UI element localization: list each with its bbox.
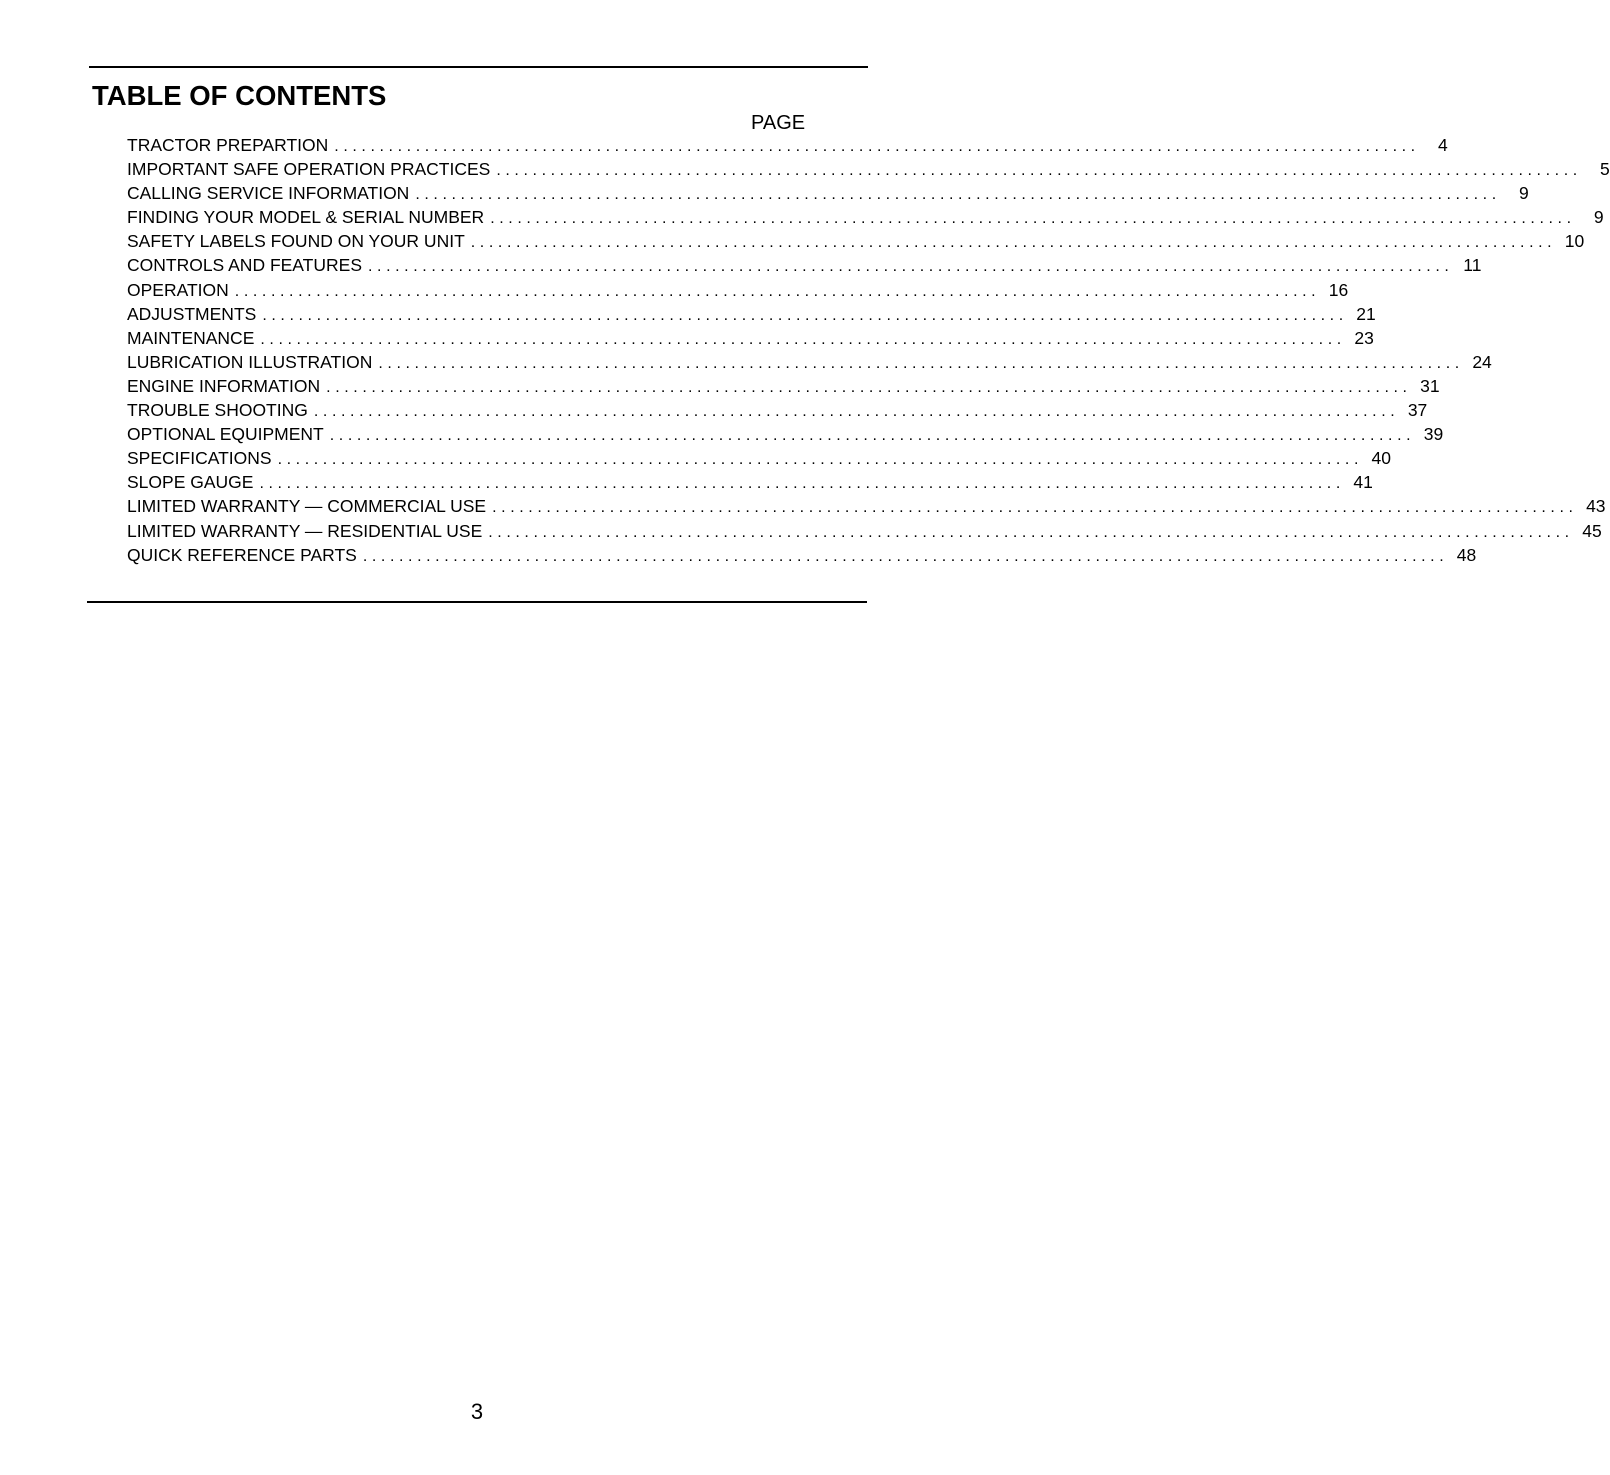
toc-entry-label: LUBRICATION ILLUSTRATION — [127, 351, 373, 372]
toc-entry[interactable] — [127, 205, 1604, 229]
dot-leader: ........................................................................................................................ — [488, 523, 1574, 541]
toc-entry-page: 48 — [1456, 544, 1477, 565]
dot-leader: ........................................................................................................................ — [234, 282, 1321, 300]
bottom-rule — [87, 601, 867, 603]
toc-entry-page: 11 — [1463, 255, 1482, 276]
toc-entry-label: SLOPE GAUGE — [127, 472, 254, 493]
toc-entry-page: 45 — [1582, 520, 1602, 541]
page-title: TABLE OF CONTENTS — [92, 80, 387, 111]
toc-entry-page: 5 — [1600, 159, 1610, 180]
dot-leader: ........................................................................................................................ — [326, 378, 1412, 396]
toc-entry-label: SAFETY LABELS FOUND ON YOUR UNIT — [127, 231, 465, 252]
toc-entry[interactable] — [127, 446, 1391, 470]
dot-leader: ........................................................................................................................ — [260, 330, 1346, 348]
page-number: 3 — [470, 1399, 484, 1424]
dot-leader: ........................................................................................................................ — [470, 234, 1557, 252]
dot-leader: ........................................................................................................................ — [259, 475, 1345, 493]
dot-leader: ........................................................................................................................ — [378, 354, 1464, 372]
toc-entry-label: QUICK REFERENCE PARTS — [127, 544, 357, 565]
toc-entry-page: 9 — [1519, 183, 1529, 204]
toc-entry-label: OPERATION — [127, 279, 229, 300]
toc-entry-page: 23 — [1354, 327, 1374, 348]
toc-entry[interactable] — [127, 398, 1428, 422]
toc-entry-label: ADJUSTMENTS — [127, 303, 257, 324]
toc-entry-page: 16 — [1328, 279, 1349, 300]
toc-entry-page: 24 — [1472, 351, 1492, 372]
toc-entry-page: 21 — [1356, 303, 1376, 324]
dot-leader: ........................................................................................................................ — [277, 451, 1363, 469]
toc-entry-label: LIMITED WARRANTY — COMMERCIAL USE — [127, 496, 487, 517]
toc-entry-page: 9 — [1593, 207, 1604, 228]
toc-entry-page: 4 — [1437, 135, 1448, 155]
dot-leader: ........................................................................................................................ — [490, 210, 1576, 228]
toc-entry-page: 39 — [1423, 424, 1444, 445]
toc-list — [127, 133, 1610, 567]
toc-entry-page: 40 — [1371, 448, 1391, 469]
toc-entry-page: 41 — [1353, 472, 1373, 493]
toc-entry-label: ENGINE INFORMATION — [127, 375, 321, 396]
toc-entry[interactable] — [127, 229, 1585, 253]
toc-entry[interactable] — [127, 253, 1482, 277]
toc-entry[interactable] — [127, 350, 1492, 374]
toc-entry[interactable] — [127, 181, 1529, 205]
toc-entry[interactable] — [127, 157, 1610, 181]
top-rule — [89, 66, 868, 68]
toc-entry-label: OPTIONAL EQUIPMENT — [127, 424, 324, 445]
toc-entry-label: FINDING YOUR MODEL & SERIAL NUMBER — [127, 207, 485, 228]
dot-leader: ........................................................................................................................ — [496, 162, 1582, 180]
dot-leader: ........................................................................................................................ — [362, 547, 1449, 565]
toc-entry-label: TROUBLE SHOOTING — [127, 400, 308, 421]
toc-entry-page: 37 — [1407, 400, 1428, 421]
toc-entry-label: MAINTENANCE — [127, 327, 255, 348]
toc-entry[interactable] — [127, 470, 1373, 494]
toc-entry[interactable] — [127, 326, 1374, 350]
dot-leader: ........................................................................................................................ — [329, 427, 1416, 445]
toc-entry[interactable] — [127, 494, 1606, 518]
toc-entry-label: IMPORTANT SAFE OPERATION PRACTICES — [127, 159, 491, 180]
toc-entry[interactable] — [127, 543, 1477, 567]
toc-entry[interactable] — [127, 133, 1448, 157]
toc-entry[interactable] — [127, 302, 1376, 326]
dot-leader: ........................................................................................................................ — [415, 186, 1501, 204]
dot-leader: ........................................................................................................................ — [368, 258, 1454, 276]
toc-entry-page: 31 — [1420, 375, 1440, 396]
dot-leader: ........................................................................................................................ — [492, 499, 1578, 517]
toc-entry-page: 43 — [1586, 496, 1606, 517]
dot-leader: ........................................................................................................................ — [313, 403, 1400, 421]
toc-entry-label: CONTROLS AND FEATURES — [127, 255, 362, 276]
toc-entry[interactable] — [127, 422, 1444, 446]
page-column-header: PAGE — [751, 112, 806, 134]
toc-entry-label: CALLING SERVICE INFORMATION — [127, 183, 410, 204]
dot-leader: ........................................................................................................................ — [334, 138, 1420, 155]
toc-entry-label: TRACTOR PREPARTION — [127, 135, 329, 155]
toc-entry-label: LIMITED WARRANTY — RESIDENTIAL USE — [127, 520, 483, 541]
dot-leader: ........................................................................................................................ — [262, 306, 1348, 324]
toc-entry-label: SPECIFICATIONS — [127, 448, 272, 469]
toc-entry[interactable] — [127, 374, 1440, 398]
toc-entry[interactable] — [127, 519, 1602, 543]
toc-entry[interactable] — [127, 278, 1349, 302]
toc-entry-page: 10 — [1564, 231, 1585, 252]
